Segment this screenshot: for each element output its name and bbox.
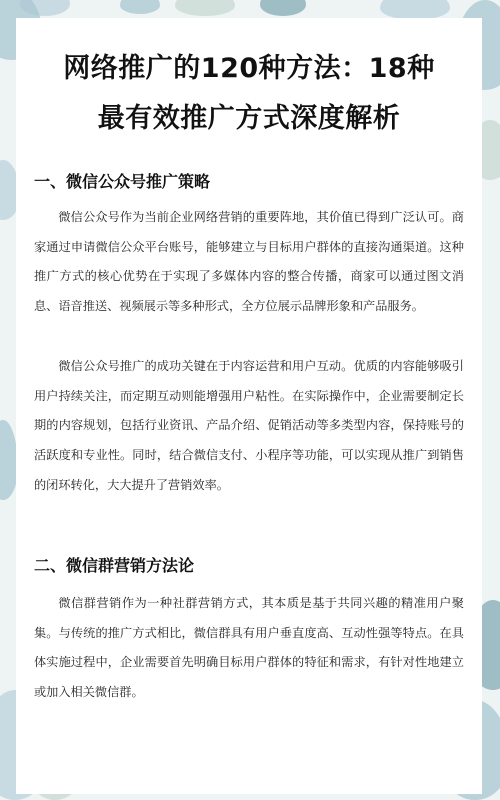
article-page — [16, 18, 482, 794]
watercolor-leaf-decoration — [175, 0, 235, 16]
paragraph: 微信群营销作为一种社群营销方式，其本质是基于共同兴趣的精准用户聚集。与传统的推广方式相比，微信群具有用户垂直度高、互动性强等特点。在具体实施过程中，企业需要首先明确目标用户群体的特征和需求，有针对性地建立或加入相关微信群。 — [34, 596, 464, 700]
watercolor-leaf-decoration — [120, 0, 160, 14]
section-heading-wechat-group-marketing: 二、微信群营销方法论 — [34, 556, 195, 575]
article-title-line-2: 最有效推广方式深度解析 — [97, 103, 401, 134]
paragraph: 微信公众号推广的成功关键在于内容运营和用户互动。优质的内容能够吸引用户持续关注，而定期互动则能增强用户粘性。在实际操作中，企业需要制定长期的内容规划，包括行业资讯、产品介绍、促销活动等多类型内容，保持账号的活跃度和专业性。同时，结合微信支付、小程序等功能，可以实现从推广到销售的闭环转化，大大提升了营销效率。 — [34, 359, 464, 492]
watercolor-leaf-decoration — [380, 0, 450, 20]
article-title-line-1: 网络推广的120种方法：18种 — [63, 53, 435, 84]
section-heading-wechat-official-account: 一、微信公众号推广策略 — [34, 172, 211, 191]
paragraph: 微信公众号作为当前企业网络营销的重要阵地，其价值已得到广泛认可。商家通过申请微信公众平台账号，能够建立与目标用户群体的直接沟通渠道。这种推广方式的核心优势在于实现了多媒体内容的整合传播，商家可以通过图文消息、语音推送、视频展示等多种形式，全方位展示品牌形象和产品服务。 — [34, 210, 464, 314]
watercolor-leaf-decoration — [260, 0, 306, 16]
article-title — [16, 44, 482, 144]
